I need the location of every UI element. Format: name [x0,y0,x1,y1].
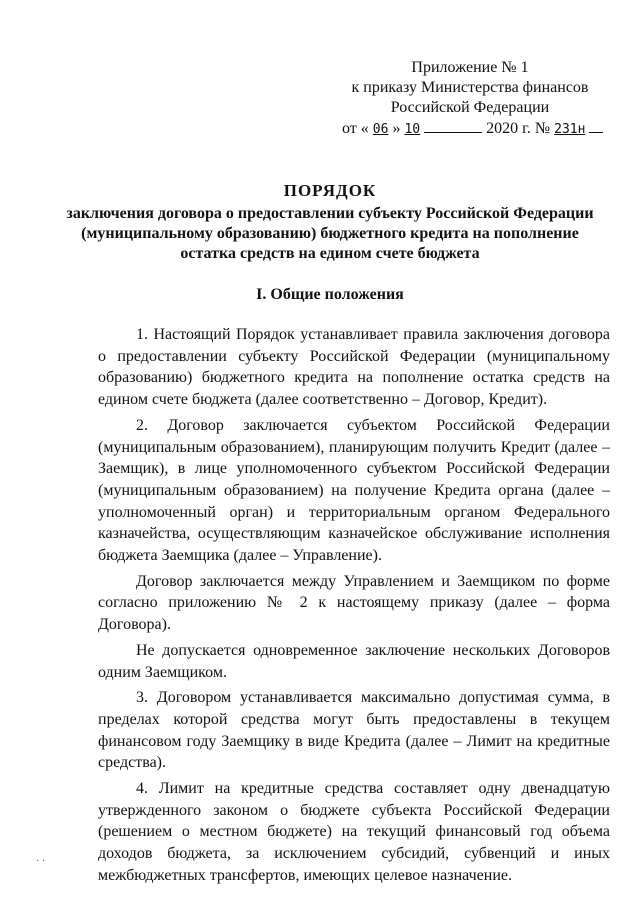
appendix-ministry: Российской Федерации [390,99,550,116]
date-mid: » [392,120,401,137]
paragraph-4: 4. Лимит на кредитные средства составляет одну двенадцатую утвержденного законом о бюджете субъекта Российской Федерации (решением о местном бюджете) на текущий финансовый год объема доходов бюджета, за исключением субсидий, субвенций и иных межбюджетных трансфертов, имеющих целевое назначение. [98,780,610,884]
order-number: 231н [554,122,586,137]
scan-specks: · · [36,856,46,867]
paragraph-2a: Договор заключается между Управлением и Заемщиком по форме согласно приложению № 2 к настоящему приказу (далее – форма Договора). [98,572,610,634]
date-day: 06 [372,122,389,137]
paragraph-3: 3. Договором устанавливается максимально допустимая сумма, в пределах которой средства могут быть предоставлены в текущем финансовом году Заемщику в виде Кредита (далее – Лимит на кредитные средства). [98,689,610,772]
document-body [98,324,610,891]
appendix-header [340,58,600,140]
appendix-order-ref: к приказу Министерства финансов [351,79,589,96]
document-title [60,180,600,264]
paragraph-2: 2. Договор заключается субъектом Российской Федерации (муниципальным образованием), планирующим получить Кредит (далее – Заемщик), в лице уполномоченного субъектом Российской Федерации (муниципальным образованием) на получение Кредита органа (далее – уполномоченный орган) и территориальным органом Федерального казначейства, осуществляющим казначейское обслуживание исполнения бюджета Заемщика (далее – Управление). [98,416,610,565]
paragraph-1: 1. Настоящий Порядок устанавливает правила заключения договора о предоставлении субъекту Российской Федерации (муниципальному образованию) бюджетного кредита на пополнение остатка средств на едином счете бюджета (далее соответственно – Договор, Кредит). [98,326,610,409]
appendix-number: Приложение № 1 [411,59,529,76]
section-heading: I. Общие положения [256,286,404,303]
paragraph-2b: Не допускается одновременное заключение нескольких Договоров одним Заемщиком. [98,641,610,681]
number-blank [589,118,603,133]
date-blank [424,118,482,133]
date-year: 2020 г. № [486,120,551,137]
appendix-date-line [340,118,600,140]
title-subtitle: заключения договора о предоставлении субъекту Российской Федерации (муниципальному образованию) бюджетного кредита на пополнение остатка средств на едином счете бюджета [66,205,594,262]
date-prefix: от « [342,120,369,137]
title-main: ПОРЯДОК [283,181,377,200]
date-month: 10 [404,122,421,137]
